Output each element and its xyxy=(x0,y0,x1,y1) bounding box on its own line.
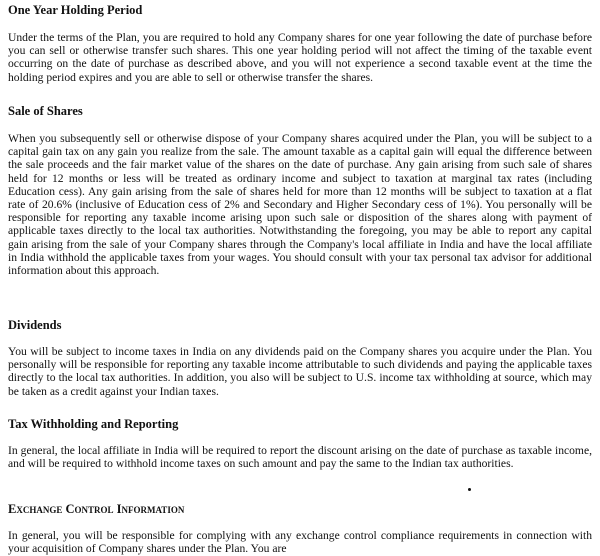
section-sale-of-shares-body xyxy=(8,132,592,277)
section-paragraph: In general, you will be responsible for complying with any exchange control compliance requirements in connection with your acquisition of Company shares under the Plan. You are xyxy=(8,529,592,556)
section-paragraph: In general, the local affiliate in India will be required to report the discount arising on the date of purchase as taxable income, and will be required to withhold income taxes on such amount and pay the same to the Indian tax authorities. xyxy=(8,444,592,471)
section-dividends xyxy=(8,318,592,333)
section-paragraph: When you subsequently sell or otherwise dispose of your Company shares acquired under the Plan, you will be subject to a capital gain tax on any gain you realize from the sale. The amount taxable as a capital gain will equal the difference between the sale proceeds and the fair market value of the shares on the date of purchase. Any gain arising from such sale of shares held for 12 months or less will be treated as ordinary income and subject to taxation at marginal tax rates (including Education cess). Any gain arising from the sale of shares held for more than 12 months will be subject to taxation at a flat rate of 20.6% (inclusive of Education cess of 2% and Secondary and Higher Secondary cess of 1%). You personally will be responsible for reporting any taxable income arising upon such sale or disposition of the shares along with payment of applicable taxes directly to the local tax authorities. Notwithstanding the foregoing, you may be able to report any capital gain arising from the sale of your Company shares through the Company's local affiliate in India and have the local affiliate in India withhold the applicable taxes from your wages. You should consult with your tax personal tax advisor for additional information about this approach. xyxy=(8,132,592,278)
section-dividends-body xyxy=(8,345,592,398)
section-heading: Dividends xyxy=(8,318,62,332)
section-tax-withholding xyxy=(8,417,592,432)
section-paragraph: You will be subject to income taxes in India on any dividends paid on the Company shares you acquire under the Plan. You personally will be responsible for reporting any taxable income attributable to such dividends and paying the applicable taxes directly to the local tax authorities. In addition, you also will be subject to U.S. income tax withholding at source, which may be taken as a credit against your Indian taxes. xyxy=(8,345,592,398)
section-paragraph: Under the terms of the Plan, you are required to hold any Company shares for one year following the date of purchase before you can sell or otherwise transfer such shares. This one year holding period will not affect the timing of the taxable event occurring on the date of purchase as described above, and you will not experience a second taxable event at the time the holding period expires and you are able to sell or otherwise transfer the shares. xyxy=(8,31,592,84)
section-exchange-control xyxy=(8,502,592,517)
section-one-year-holding xyxy=(8,3,592,18)
section-tax-withholding-body xyxy=(8,444,592,470)
section-heading: Sale of Shares xyxy=(8,104,83,118)
section-heading: One Year Holding Period xyxy=(8,3,143,17)
section-heading: Tax Withholding and Reporting xyxy=(8,417,179,431)
section-exchange-control-body xyxy=(8,529,592,555)
scan-mark xyxy=(468,488,471,491)
section-one-year-holding-body xyxy=(8,31,592,84)
section-heading: Exchange Control Information xyxy=(8,502,185,516)
section-sale-of-shares xyxy=(8,104,592,119)
